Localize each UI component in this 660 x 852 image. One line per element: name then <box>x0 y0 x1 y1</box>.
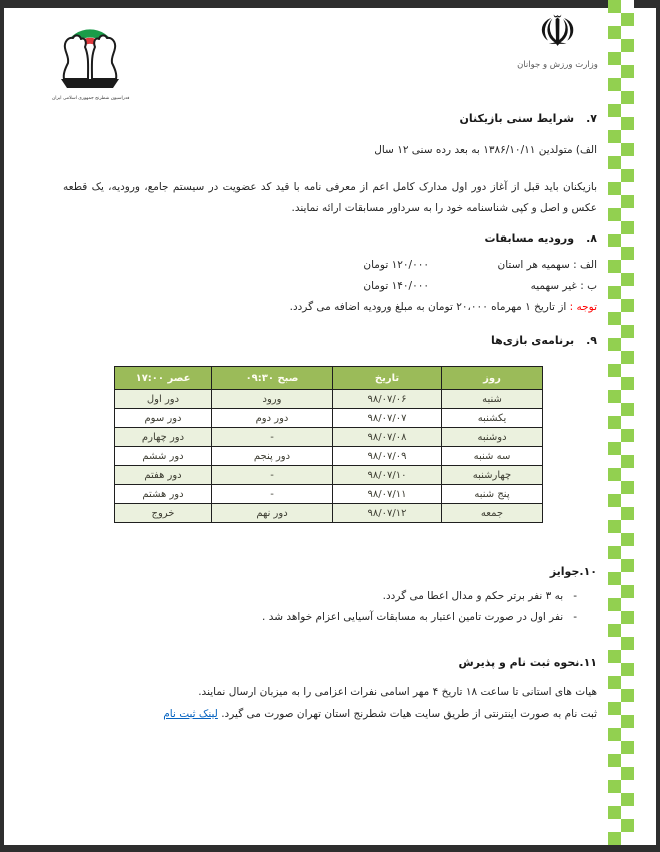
prize-bullet-2 <box>262 611 577 623</box>
bullet-dash: - <box>573 611 577 623</box>
schedule-cell: ۹۸/۰۷/۰۷ <box>333 409 442 428</box>
col-header-date: تاریخ <box>333 367 442 390</box>
registration-link[interactable]: لینک ثبت نام <box>163 708 218 720</box>
schedule-cell: ۹۸/۰۷/۱۱ <box>333 485 442 504</box>
schedule-row <box>115 485 543 504</box>
registration-line-2 <box>163 708 597 720</box>
fee-b-amount: ۱۴۰/۰۰۰ تومان <box>363 280 429 292</box>
section9-title: برنامه‌ی بازی‌ها <box>491 334 575 347</box>
schedule-cell: سه شنبه <box>442 447 543 466</box>
section10-heading: ۱۰.جوایز <box>549 565 597 578</box>
schedule-cell: دور هفتم <box>115 466 212 485</box>
col-header-day: روز <box>442 367 543 390</box>
prize-bullet-1 <box>383 590 577 602</box>
schedule-cell: دور ششم <box>115 447 212 466</box>
schedule-row <box>115 409 543 428</box>
schedule-table <box>114 366 543 523</box>
fee-a-amount: ۱۲۰/۰۰۰ تومان <box>363 259 429 271</box>
schedule-cell: دور دوم <box>212 409 333 428</box>
schedule-cell: جمعه <box>442 504 543 523</box>
document-content <box>63 0 597 852</box>
schedule-cell: خروج <box>115 504 212 523</box>
section8-title: ورودیه مسابقات <box>484 232 575 245</box>
chess-logo-caption: فدراسیون شطرنج جمهوری اسلامی ایران <box>52 96 130 101</box>
prize-bullet-1-text: به ۳ نفر برتر حکم و مدال اعطا می گردد. <box>382 590 564 602</box>
schedule-cell: شنبه <box>442 390 543 409</box>
schedule-cell: ۹۸/۰۷/۰۹ <box>333 447 442 466</box>
schedule-cell: دور سوم <box>115 409 212 428</box>
bullet-dash: - <box>573 590 577 602</box>
prize-bullet-2-text: نفر اول در صورت تامین اعتبار به مسابقات آسیایی اعزام خواهد شد . <box>262 611 564 623</box>
section9-number: ۹. <box>586 334 597 347</box>
section7-number: ۷. <box>586 112 597 125</box>
schedule-table-header <box>115 367 543 390</box>
schedule-cell: ۹۸/۰۷/۰۸ <box>333 428 442 447</box>
schedule-cell: ۹۸/۰۷/۱۲ <box>333 504 442 523</box>
section7-heading <box>460 112 597 125</box>
section8-heading <box>484 232 597 245</box>
col-header-morning: صبح ۰۹:۳۰ <box>212 367 333 390</box>
schedule-cell: دور نهم <box>212 504 333 523</box>
fee-a-label: الف : سهمیه هر استان <box>497 259 597 271</box>
col-header-evening: عصر ۱۷:۰۰ <box>115 367 212 390</box>
schedule-cell: دور پنجم <box>212 447 333 466</box>
schedule-cell: دوشنبه <box>442 428 543 447</box>
fee-line-a <box>363 259 597 271</box>
registration-line-2-text: ثبت نام به صورت اینترنتی از طریق سایت هیات شطرنج استان تهران صورت می گیرد. <box>221 708 597 720</box>
schedule-cell: پنج شنبه <box>442 485 543 504</box>
schedule-cell: - <box>212 485 333 504</box>
schedule-row <box>115 447 543 466</box>
schedule-cell: چهارشنبه <box>442 466 543 485</box>
section11-heading: ۱۱.نحوه ثبت نام و پذیرش <box>458 656 597 669</box>
schedule-cell: ۹۸/۰۷/۱۰ <box>333 466 442 485</box>
section9-heading <box>491 334 597 347</box>
fee-note-line <box>290 301 597 313</box>
section7-title: شرایط سنی بازیکنان <box>459 112 575 125</box>
schedule-table-body <box>115 390 543 523</box>
checker-strip <box>608 0 634 845</box>
registration-line-1: هیات های استانی تا ساعت ۱۸ تاریخ ۴ مهر اسامی نفرات اعزامی را به میزبان ارسال نمایند. <box>198 686 597 698</box>
schedule-cell: دور هشتم <box>115 485 212 504</box>
schedule-cell: ۹۸/۰۷/۰۶ <box>333 390 442 409</box>
note-text: از تاریخ ۱ مهرماه ۲۰،۰۰۰ تومان به مبلغ ورودیه اضافه می گردد. <box>289 301 567 313</box>
schedule-row <box>115 390 543 409</box>
schedule-cell: دور چهارم <box>115 428 212 447</box>
section7-paragraph: بازیکنان باید قبل از آغاز دور اول مدارک کامل اعم از معرفی نامه با قید کد عضویت در سیستم جامع، ورودیه، یک قطعه عکس و اصل و کپی شناسنامه خود را به سرداور مسابقات ارائه نمایند. <box>63 181 597 214</box>
note-label: توجه : <box>569 301 597 313</box>
section8-number: ۸. <box>586 232 597 245</box>
schedule-cell: - <box>212 428 333 447</box>
schedule-cell: یکشنبه <box>442 409 543 428</box>
ministry-caption: وزارت ورزش و جوانان <box>517 60 598 70</box>
schedule-cell: - <box>212 466 333 485</box>
schedule-row <box>115 466 543 485</box>
section7-age-line: الف) متولدین ۱۳۸۶/۱۰/۱۱ به بعد رده سنی ۱۲ سال <box>374 144 597 156</box>
fee-line-b <box>363 280 597 292</box>
schedule-cell: دور اول <box>115 390 212 409</box>
schedule-row <box>115 504 543 523</box>
iran-emblem-icon: ☫ <box>538 7 577 57</box>
schedule-row <box>115 428 543 447</box>
fee-b-label: ب : غیر سهمیه <box>530 280 597 292</box>
schedule-cell: ورود <box>212 390 333 409</box>
